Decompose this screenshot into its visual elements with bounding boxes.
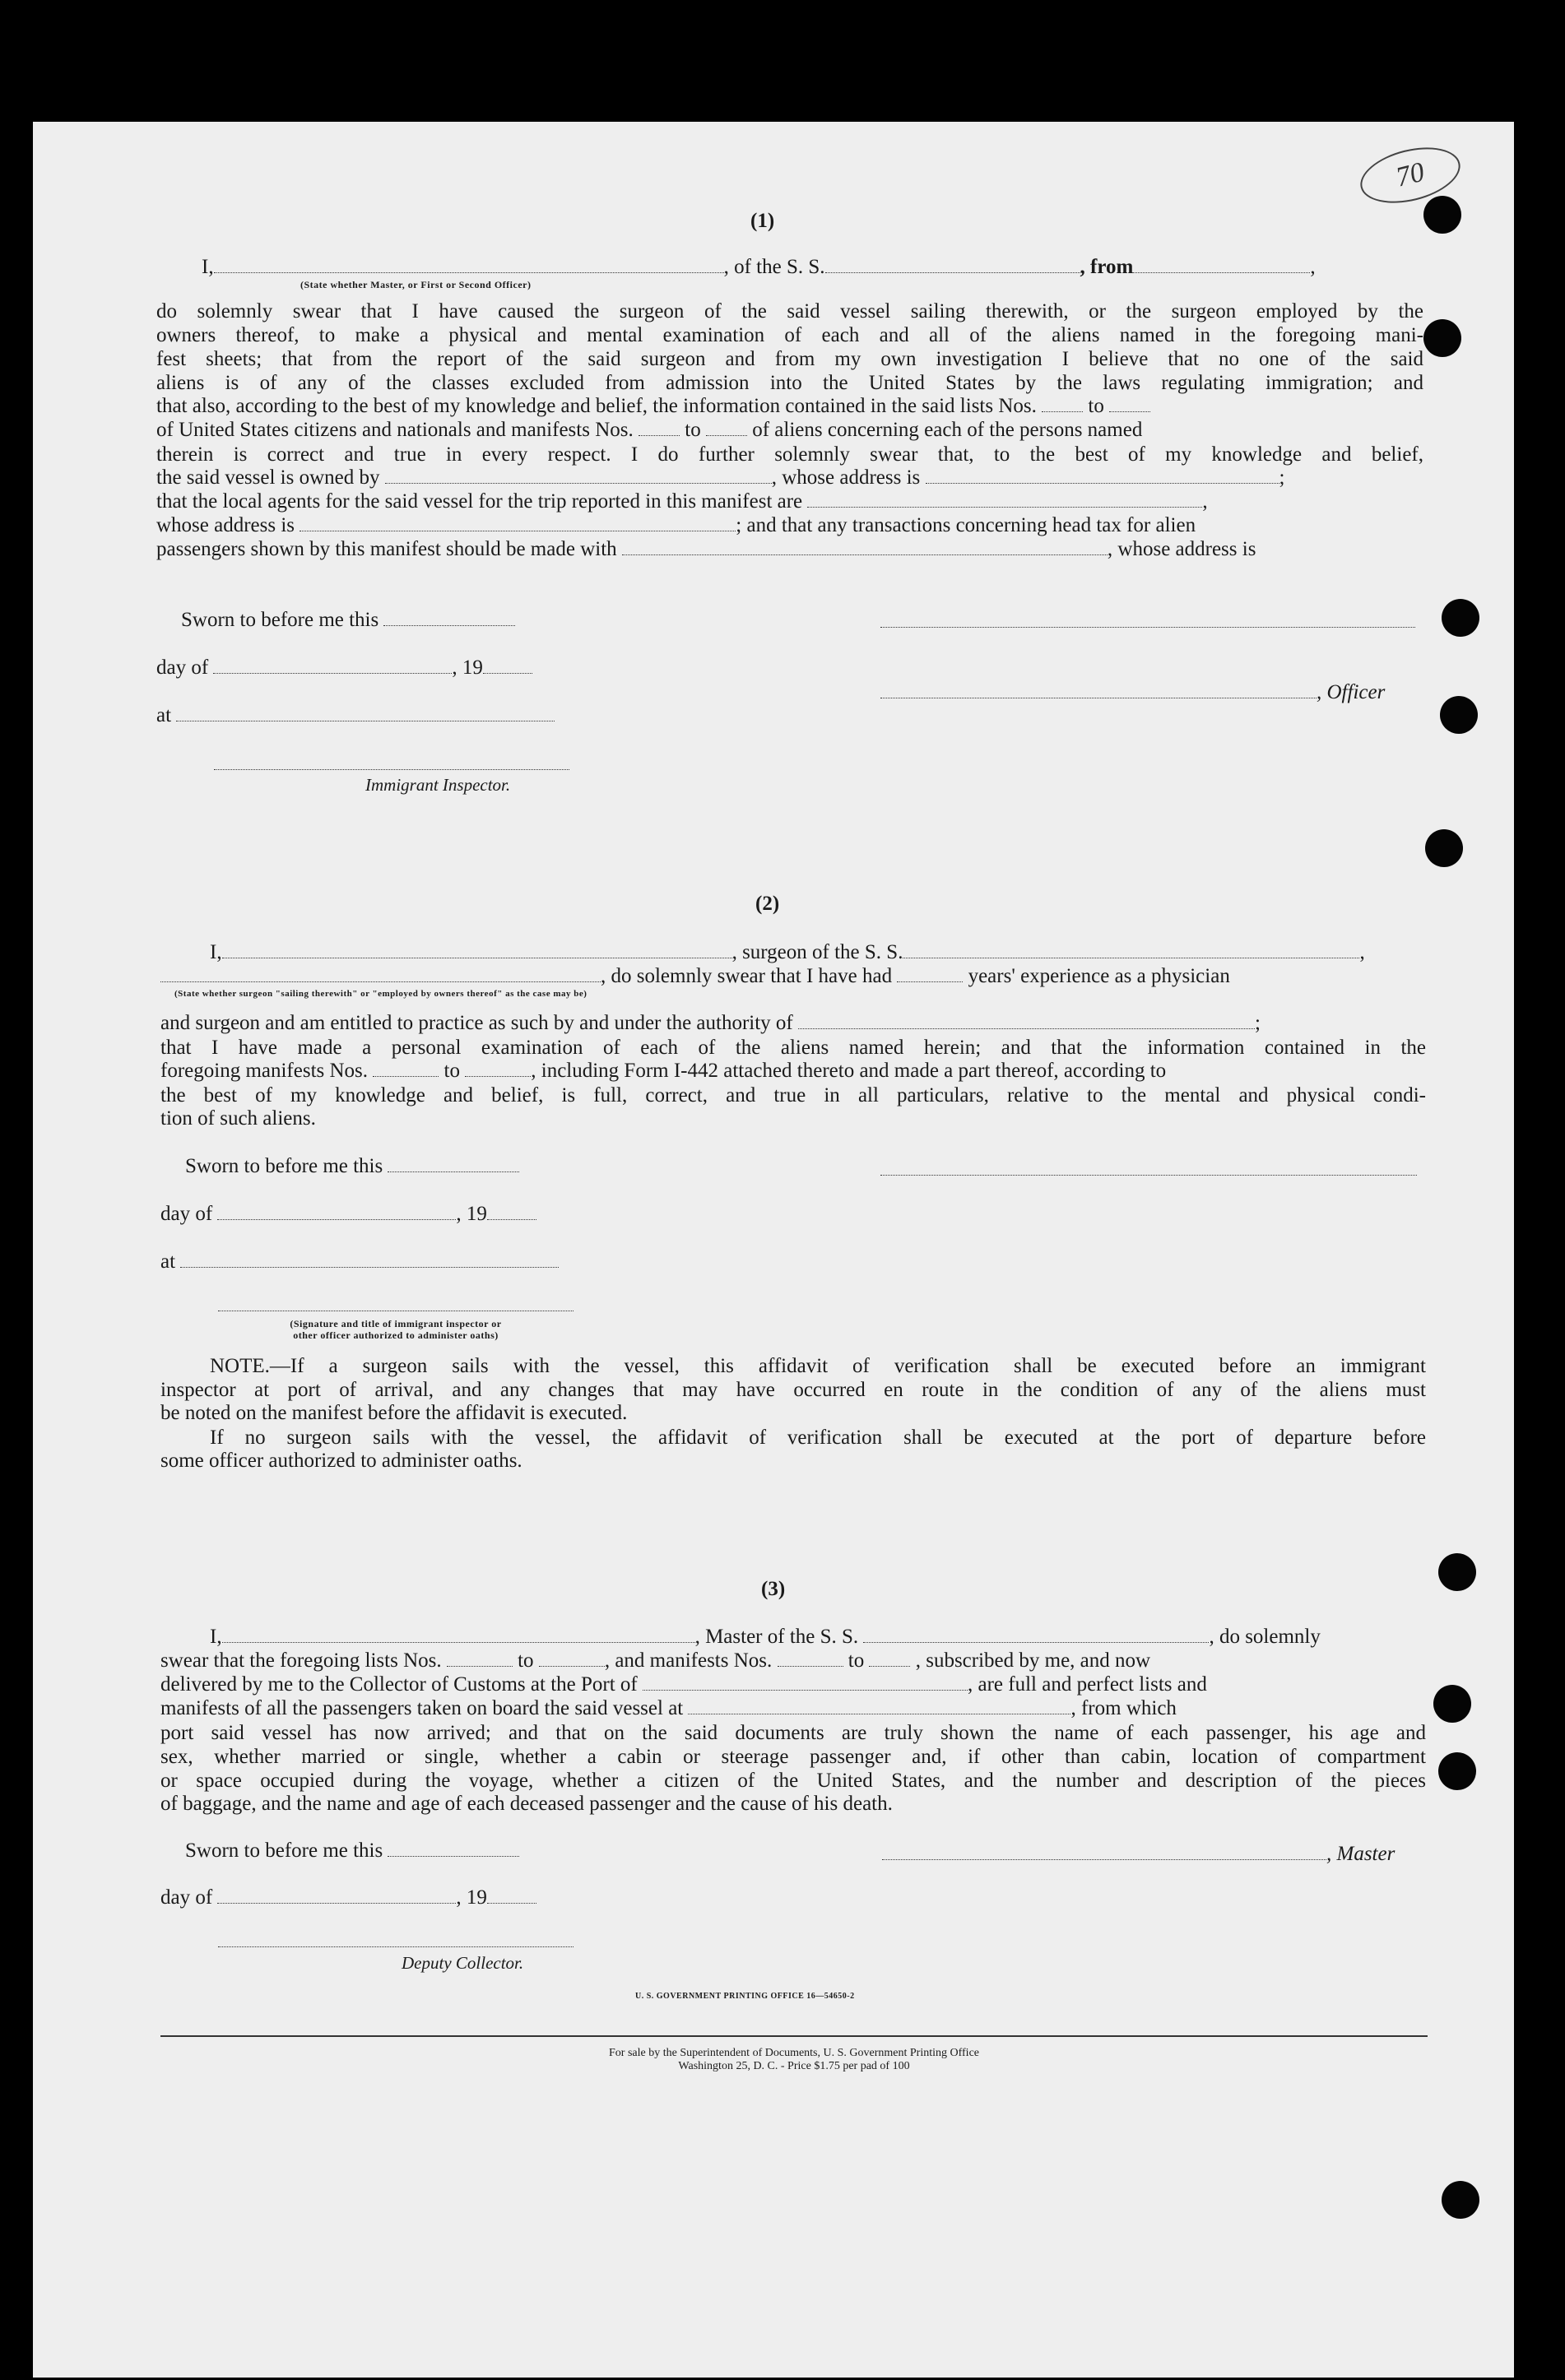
section-2-note-line: If no surgeon sails with the vessel, the affidavit of verification shall be executed at the port of departure before bbox=[210, 1427, 1426, 1449]
section-2-note-line: be noted on the manifest before the affidavit is executed. bbox=[160, 1402, 628, 1424]
section-3-deputy-line bbox=[218, 1946, 574, 1947]
section-1-paragraph-line: passengers shown by this manifest should be made with , whose address is bbox=[156, 538, 1256, 560]
punch-hole bbox=[1440, 696, 1478, 734]
section-2-paragraph-line: tion of such aliens. bbox=[160, 1107, 316, 1130]
section-1-line-1: I, , of the S. S. , from , bbox=[202, 256, 1316, 278]
section-1-paragraph-line: the said vessel is owned by , whose address is ; bbox=[156, 466, 1285, 489]
section-2-note-line: some officer authorized to administer oaths. bbox=[160, 1450, 522, 1472]
punch-hole bbox=[1438, 1752, 1476, 1790]
section-1-at: at bbox=[156, 704, 555, 727]
section-1-paragraph-line: aliens is of any of the classes excluded from admission into the United States by the laws regulating immigration; and bbox=[156, 372, 1423, 394]
section-1-paragraph-line: whose address is ; and that any transactions concerning head tax for alien bbox=[156, 514, 1196, 536]
section-3-day-of: day of , 19 bbox=[160, 1886, 536, 1909]
section-1-officer-note: (State whether Master, or First or Second Officer) bbox=[300, 279, 532, 290]
page-number-stamp: 70 bbox=[1354, 138, 1465, 212]
section-2-at: at bbox=[160, 1250, 559, 1274]
section-2-signature-line bbox=[880, 1175, 1417, 1176]
section-3-line-4: manifests of all the passengers taken on board the said vessel at , from which bbox=[160, 1697, 1177, 1719]
section-2-note-line: inspector at port of arrival, and any changes that may have occurred en route in the condition of any of the aliens must bbox=[160, 1379, 1426, 1401]
section-2-number: (2) bbox=[755, 893, 780, 915]
section-1-signature-line bbox=[880, 627, 1415, 628]
section-2-line-1: I, , surgeon of the S. S. , bbox=[210, 941, 1365, 963]
section-1-inspector-line bbox=[214, 769, 569, 770]
section-3-paragraph-line: or space occupied during the voyage, whether a citizen of the United States, and the number and description of the pieces bbox=[160, 1770, 1426, 1792]
section-2-note-line: NOTE.—If a surgeon sails with the vessel, this affidavit of verification shall be executed before an immigrant bbox=[210, 1355, 1426, 1377]
section-3-deputy-label: Deputy Collector. bbox=[402, 1953, 524, 1973]
section-2-paragraph-line: foregoing manifests Nos. to , including Form I-442 attached thereto and made a part thereof, according to bbox=[160, 1060, 1167, 1082]
section-2-surgeon-note: (State whether surgeon "sailing therewith" or "employed by owners thereof" as the case may be) bbox=[174, 989, 587, 999]
section-3-line-1: I, , Master of the S. S. , do solemnly bbox=[210, 1626, 1321, 1648]
section-1-paragraph-line: do solemnly swear that I have caused the surgeon of the said vessel sailing therewith, or the surgeon employed by the bbox=[156, 300, 1423, 322]
footer-sale-text: For sale by the Superintendent of Documents, U. S. Government Printing Office Washington 25, D. C. - Price $1.75 per pad of 100 bbox=[609, 2047, 979, 2072]
section-1-day-of: day of , 19 bbox=[156, 656, 532, 680]
section-1-paragraph-line: that the local agents for the said vessel for the trip reported in this manifest are , bbox=[156, 490, 1208, 513]
punch-hole bbox=[1438, 1553, 1476, 1591]
punch-hole bbox=[1433, 1685, 1471, 1723]
section-3-line-2: swear that the foregoing lists Nos. to , and manifests Nos. to , subscribed by me, and now bbox=[160, 1649, 1151, 1672]
punch-hole bbox=[1423, 196, 1461, 234]
section-3-paragraph-line: of baggage, and the name and age of each deceased passenger and the cause of his death. bbox=[160, 1793, 893, 1815]
section-2-sworn-label: Sworn to before me this bbox=[185, 1155, 519, 1178]
section-1-officer-line: , Officer bbox=[880, 681, 1385, 704]
footer-rule bbox=[160, 2035, 1428, 2037]
section-2-paragraph-line: that I have made a personal examination of each of the aliens named herein; and that the information contained in the bbox=[160, 1037, 1426, 1059]
section-1-paragraph-line: owners thereof, to make a physical and mental examination of each and all of the aliens named in the foregoing mani- bbox=[156, 324, 1423, 346]
section-3-sworn-label: Sworn to before me this bbox=[185, 1840, 519, 1863]
punch-hole bbox=[1423, 319, 1461, 357]
section-1-paragraph-line: fest sheets; that from the report of the said surgeon and from my own investigation I believe that no one of the said bbox=[156, 348, 1423, 370]
section-3-master-line: , Master bbox=[882, 1843, 1395, 1866]
punch-hole bbox=[1425, 829, 1463, 867]
document-page bbox=[33, 122, 1514, 2378]
section-1-sworn-label: Sworn to before me this bbox=[181, 609, 515, 632]
section-3-paragraph-line: sex, whether married or single, whether a cabin or steerage passenger and, if other than cabin, location of compartment bbox=[160, 1746, 1426, 1768]
section-1-inspector-label: Immigrant Inspector. bbox=[365, 775, 511, 795]
printing-office-line: U. S. GOVERNMENT PRINTING OFFICE 16—54650-2 bbox=[635, 1992, 855, 2001]
section-1-paragraph-line: of United States citizens and nationals and manifests Nos. to of aliens concerning each of the persons named bbox=[156, 419, 1143, 441]
section-3-paragraph-line: port said vessel has now arrived; and that on the said documents are truly shown the name of each passenger, his age and bbox=[160, 1722, 1426, 1744]
section-1-paragraph-line: that also, according to the best of my knowledge and belief, the information contained in the said lists Nos. to bbox=[156, 395, 1150, 418]
section-2-day-of: day of , 19 bbox=[160, 1203, 536, 1226]
section-3-line-3: delivered by me to the Collector of Customs at the Port of , are full and perfect lists and bbox=[160, 1673, 1207, 1696]
punch-hole bbox=[1442, 2181, 1479, 2219]
section-2-paragraph-line: the best of my knowledge and belief, is full, correct, and true in all particulars, relative to the mental and physical condi- bbox=[160, 1084, 1426, 1106]
section-2-line-2: , do solemnly swear that I have had years' experience as a physician bbox=[160, 965, 1230, 988]
section-2-paragraph-line: and surgeon and am entitled to practice as such by and under the authority of ; bbox=[160, 1012, 1261, 1034]
section-3-number: (3) bbox=[761, 1578, 786, 1600]
section-1-number: (1) bbox=[750, 210, 775, 232]
section-2-signature-note: (Signature and title of immigrant inspector or other officer authorized to administer oaths) bbox=[290, 1318, 502, 1341]
punch-hole bbox=[1442, 599, 1479, 637]
section-1-paragraph-line: therein is correct and true in every respect. I do further solemnly swear that, to the best of my knowledge and belief, bbox=[156, 443, 1423, 466]
